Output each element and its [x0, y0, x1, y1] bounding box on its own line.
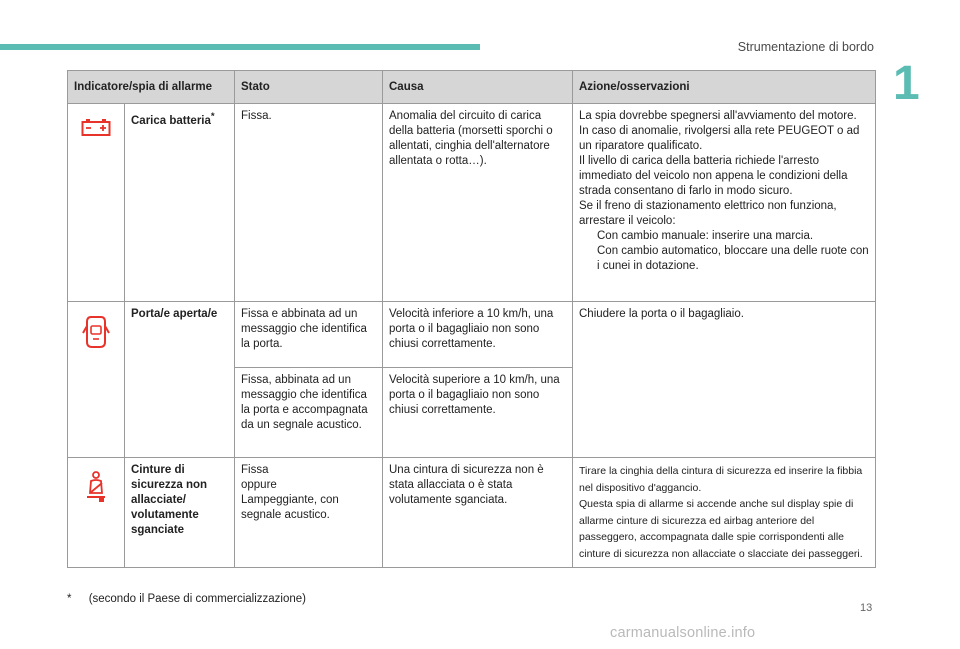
table-row-door-1	[68, 302, 876, 368]
header-action: Azione/osservazioni	[573, 71, 876, 104]
battery-cause: Anomalia del circuito di carica della batteria (morsetti sporchi o allentati, cinghia dell'alternatore allentata o rotta…).	[383, 104, 573, 302]
seatbelt-action-line-2: Questa spia di allarme si accende anche sul display spie di allarme cinture di sicurezza ed airbag anteriore del passeggero, accompagnata dalle spie corrispondenti alle cinture di sicurezza non allacciate o slacciate dei passeggeri.	[579, 498, 863, 560]
page-number: 13	[860, 602, 873, 614]
battery-bullet-1: Con cambio manuale: inserire una marcia.	[579, 229, 869, 244]
footnote-star: *	[67, 593, 72, 605]
table-row-seatbelt	[68, 458, 876, 568]
table-header-row	[68, 71, 876, 104]
seatbelt-name: Cinture di sicurezza non allacciate/ volutamente sganciate	[125, 458, 235, 568]
footnote	[67, 593, 306, 605]
seatbelt-icon-cell	[68, 458, 125, 568]
accent-bar	[0, 44, 480, 50]
door-icon-cell	[68, 302, 125, 458]
battery-action	[573, 104, 876, 302]
table-row-battery	[68, 104, 876, 302]
bullet-mark	[579, 229, 597, 244]
door-cause-1: Velocità inferiore a 10 km/h, una porta o il bagagliaio non sono chiusi correttamente.	[383, 302, 573, 368]
door-state-2: Fissa, abbinata ad un messaggio che identifica la porta e accompagnata da un segnale acustico.	[235, 368, 383, 458]
section-title: Strumentazione di bordo	[737, 40, 874, 54]
door-name: Porta/e aperta/e	[125, 302, 235, 458]
indicator-table	[67, 70, 876, 568]
battery-action-line-3: Il livello di carica della batteria richiede l'arresto immediato del veicolo non appena le condizioni della strada consentano di farlo in modo sicuro.	[579, 155, 848, 197]
door-action: Chiudere la porta o il bagagliaio.	[573, 302, 876, 458]
bullet-mark	[579, 244, 597, 274]
battery-action-line-1: La spia dovrebbe spegnersi all'avviamento del motore.	[579, 110, 857, 122]
battery-icon-cell	[68, 104, 125, 302]
watermark: carmanualsonline.info	[610, 625, 756, 641]
footnote-text: (secondo il Paese di commercializzazione)	[88, 593, 307, 605]
battery-action-line-2: In caso di anomalie, rivolgersi alla rete PEUGEOT o ad un riparatore qualificato.	[579, 125, 860, 152]
seatbelt-unfastened-icon	[84, 471, 108, 503]
seatbelt-action	[573, 458, 876, 568]
battery-warning-icon	[81, 117, 111, 137]
door-open-icon	[82, 315, 110, 349]
header-indicator: Indicatore/spia di allarme	[68, 71, 235, 104]
chapter-number: 1	[893, 57, 920, 110]
seatbelt-state: Fissa oppure Lampeggiante, con segnale acustico.	[235, 458, 383, 568]
battery-bullet-2: Con cambio automatico, bloccare una delle ruote con i cunei in dotazione.	[579, 244, 869, 274]
header-cause: Causa	[383, 71, 573, 104]
seatbelt-action-line-1: Tirare la cinghia della cintura di sicurezza ed inserire la fibbia nel dispositivo d'aggancio.	[579, 465, 863, 494]
battery-action-line-4: Se il freno di stazionamento elettrico non funziona, arrestare il veicolo:	[579, 200, 837, 227]
door-state-1: Fissa e abbinata ad un messaggio che identifica la porta.	[235, 302, 383, 368]
seatbelt-cause: Una cintura di sicurezza non è stata allacciata o è stata volutamente sganciata.	[383, 458, 573, 568]
battery-state: Fissa.	[235, 104, 383, 302]
door-cause-2: Velocità superiore a 10 km/h, una porta o il bagagliaio non sono chiusi correttamente.	[383, 368, 573, 458]
header-state: Stato	[235, 71, 383, 104]
battery-name: Carica batteria*	[125, 104, 235, 302]
